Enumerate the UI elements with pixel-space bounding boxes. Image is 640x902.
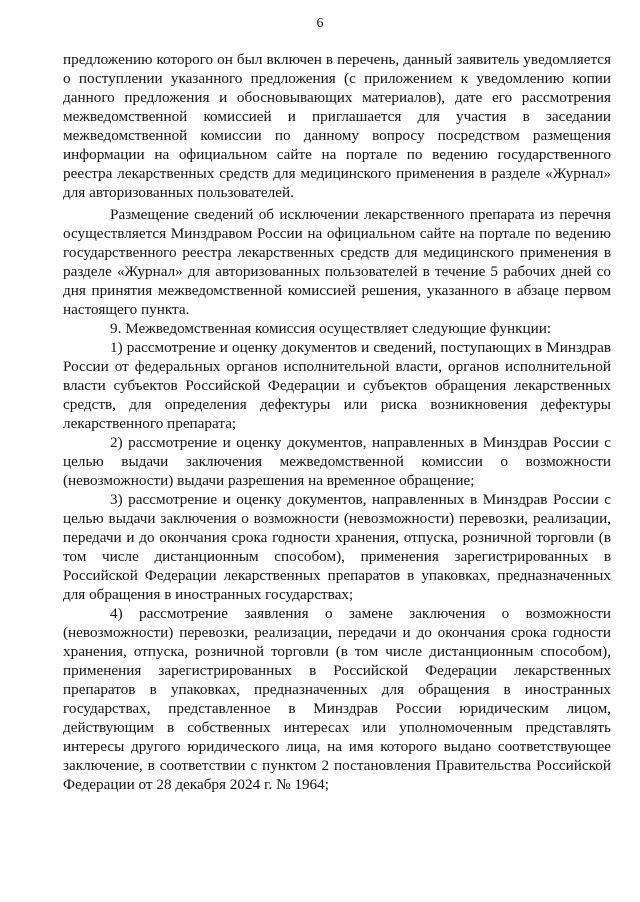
list-item-function-4: 4) рассмотрение заявления о замене заключения о возможности (невозможности) перевозки, реализации, передачи и до окончания срока годности хранения, отпуска, розничной торговли (в том числе дистанционным способом), применения зарегистрированных в Российской Федерации лекарственных препаратов в упаковках, предназначенных для обращения в иностранных государствах, представленное в Минздрав России юридическим лицом, действующим в собственных интересах или уполномоченным представлять интересы другого юридического лица, на имя которого выдано соответствующее заключение, в соответствии с пунктом 2 постановления Правительства Российской Федерации от 28 декабря 2024 г. № 1964; (63, 605, 611, 793)
page-number: 6 (316, 16, 324, 31)
list-item-function-1: 1) рассмотрение и оценку документов и сведений, поступающих в Минздрав России от федеральных органов исполнительной власти, органов исполнительной власти субъектов Российской Федерации и субъектов обращения лекарственных средств, для определения дефектуры или риска возникновения дефектуры лекарственного препарата; (63, 339, 611, 432)
paragraph-continuation: предложению которого он был включен в перечень, данный заявитель уведомляется о поступлении указанного предложения (с приложением к уведомлению копии данного предложения и обосновывающих материалов), дате его рассмотрения межведомственной комиссией и приглашается для участия в заседании межведомственной комиссии по данному вопросу посредством размещения информации на официальном сайте на портале по ведению государственного реестра лекарственных средств для медицинского применения в разделе «Журнал» для авторизованных пользователей. (63, 51, 611, 201)
paragraph-item-9-heading: 9. Межведомственная комиссия осуществляет следующие функции: (110, 320, 552, 337)
list-item-function-3: 3) рассмотрение и оценку документов, направленных в Минздрав России с целью выдачи заключения о возможности (невозможности) перевозки, реализации, передачи и до окончания срока годности хранения, отпуска, розничной торговли (в том числе дистанционным способом), применения зарегистрированных в Российской Федерации лекарственных препаратов в упаковках, предназначенных для обращения в иностранных государствах; (63, 491, 611, 603)
paragraph-exclusion-publication: Размещение сведений об исключении лекарственного препарата из перечня осуществляется Минздравом России на официальном сайте на портале по ведению государственного реестра лекарственных средств для медицинского применения в разделе «Журнал» для авторизованных пользователей в течение 5 рабочих дней со дня принятия межведомственной комиссией решения, указанного в абзаце первом настоящего пункта. (63, 206, 611, 318)
document-body (63, 50, 611, 794)
list-item-function-2: 2) рассмотрение и оценку документов, направленных в Минздрав России с целью выдачи заключения межведомственной комиссии о возможности (невозможности) выдачи разрешения на временное обращение; (63, 434, 611, 489)
